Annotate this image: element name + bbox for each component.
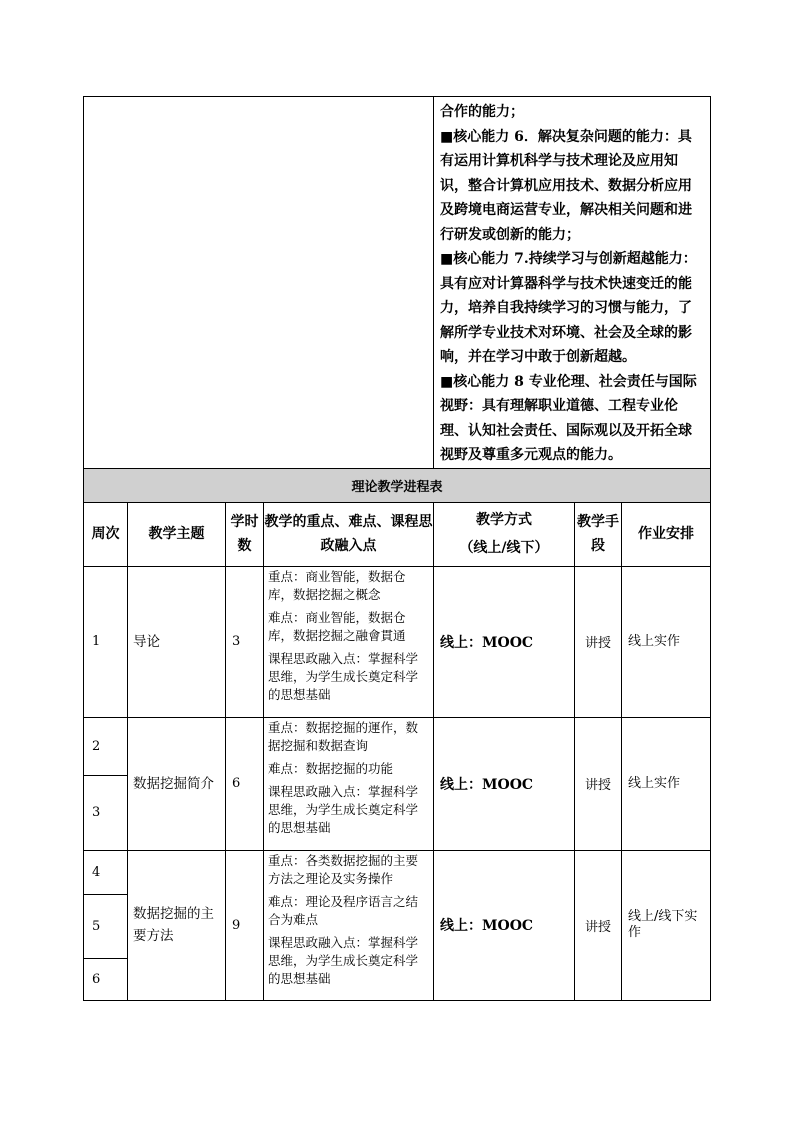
syllabus-table	[83, 96, 711, 1001]
key-points-cell	[264, 850, 434, 1000]
week-number: 4	[84, 850, 128, 894]
week-number: 5	[84, 894, 128, 958]
capability-text: ■核心能力 8 专业伦理、社会责任与国际视野：具有理解职业道德、工程专业伦理、认知社会责任、国际观以及开拓全球视野及尊重多元观点的能力。	[440, 373, 697, 463]
schedule-title-row	[84, 468, 711, 502]
ideology-text: 课程思政融入点：掌握科学思维，为学生成长奠定科学的思想基础	[268, 783, 419, 835]
capability-text: ■核心能力 7.持续学习与创新超越能力：具有应对计算器科学与技术快速变迁的能力，培养自我持续学习的习惯与能力，了解所学专业技术对环境、社会及全球的影响，并在学习中敢于创新超越。	[440, 251, 697, 365]
focus-text: 重点：商业智能，数据仓库，数据挖掘之概念	[268, 568, 406, 602]
topic-cell: 导论	[128, 566, 226, 717]
capability-row	[84, 97, 711, 469]
difficulty-text: 难点：数据挖掘的功能	[268, 760, 394, 776]
week-number: 1	[84, 566, 128, 717]
capability-cell	[434, 97, 711, 469]
homework-cell: 线上/线下实作	[622, 850, 711, 1000]
table-row	[84, 717, 711, 775]
mode-cell: 线上：MOOC	[434, 566, 575, 717]
capability-text: ■核心能力 6．解决复杂问题的能力：具有运用计算机科学与技术理论及应用知识，整合计算机应用技术、数据分析应用及跨境电商运营专业，解决相关问题和进行研发或创新的能力；	[440, 128, 692, 243]
header-key-points: 教学的重点、难点、课程思政融入点	[264, 502, 434, 566]
ideology-text: 课程思政融入点：掌握科学思维，为学生成长奠定科学的思想基础	[268, 934, 419, 986]
means-cell: 讲授	[575, 566, 622, 717]
blank-cell	[84, 97, 434, 469]
hours-cell: 6	[226, 717, 264, 850]
homework-cell: 线上实作	[622, 566, 711, 717]
week-number: 6	[84, 958, 128, 1000]
header-hours: 学时数	[226, 502, 264, 566]
header-week: 周次	[84, 502, 128, 566]
week-number: 3	[84, 775, 128, 850]
capability-text: 合作的能力；	[440, 104, 524, 120]
means-cell: 讲授	[575, 717, 622, 850]
key-points-cell	[264, 717, 434, 850]
topic-cell: 数据挖掘的主要方法	[128, 850, 226, 1000]
header-row	[84, 502, 711, 566]
focus-text: 重点：数据挖掘的運作，数据挖掘和数据查询	[268, 719, 419, 753]
header-topic: 教学主题	[128, 502, 226, 566]
hours-cell: 3	[226, 566, 264, 717]
difficulty-text: 难点：理论及程序语言之结合为难点	[268, 893, 419, 927]
focus-text: 重点：各类数据挖掘的主要方法之理论及实务操作	[268, 852, 419, 886]
key-points-cell	[264, 566, 434, 717]
means-cell: 讲授	[575, 850, 622, 1000]
header-means: 教学手段	[575, 502, 622, 566]
mode-cell: 线上：MOOC	[434, 850, 575, 1000]
schedule-title: 理论教学进程表	[84, 468, 711, 502]
header-homework: 作业安排	[622, 502, 711, 566]
header-mode-line1: 教学方式	[476, 512, 532, 528]
difficulty-text: 难点：商业智能，数据仓库，数据挖掘之融會貫通	[268, 609, 406, 643]
mode-cell: 线上：MOOC	[434, 717, 575, 850]
week-number: 2	[84, 717, 128, 775]
hours-cell: 9	[226, 850, 264, 1000]
homework-cell: 线上实作	[622, 717, 711, 850]
table-row	[84, 566, 711, 717]
table-row	[84, 850, 711, 894]
topic-cell: 数据挖掘简介	[128, 717, 226, 850]
header-mode	[434, 502, 575, 566]
ideology-text: 课程思政融入点：掌握科学思维，为学生成长奠定科学的思想基础	[268, 650, 419, 702]
header-mode-line2: （线上/线下）	[459, 540, 549, 556]
